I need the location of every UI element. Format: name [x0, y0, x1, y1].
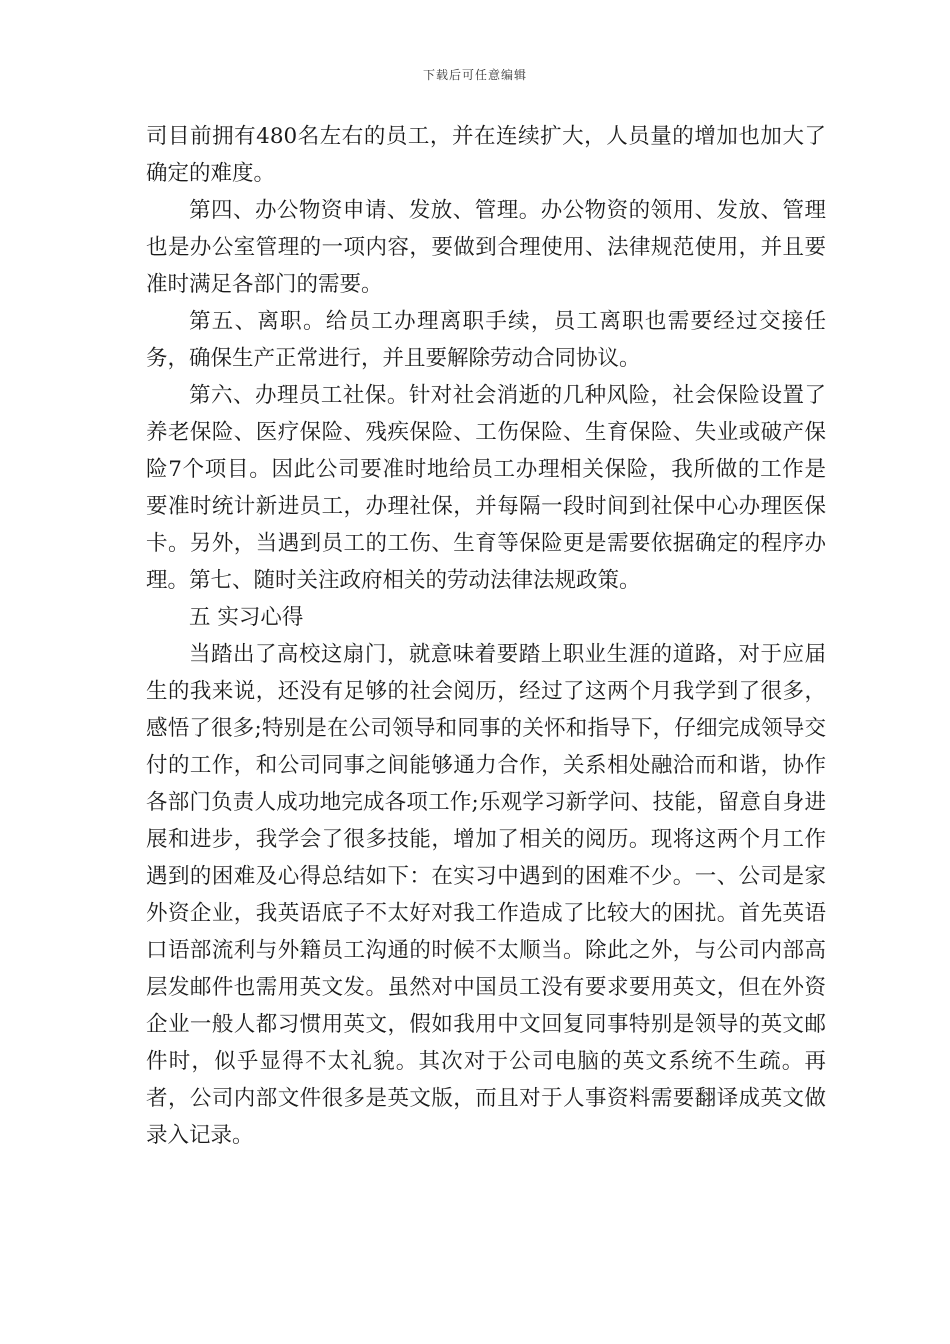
document-body — [146, 118, 826, 1154]
paragraph-4: 第六、办理员工社保。针对社会消逝的几种风险，社会保险设置了养老保险、医疗保险、残疾保险、工伤保险、生育保险、失业或破产保险7个项目。因此公司要准时地给员工办理相关保险，我所做的工作是要准时统计新进员工，办理社保，并每隔一段时间到社保中心办理医保卡。另外，当遇到员工的工伤、生育等保险更是需要依据确定的程序办理。第七、随时关注政府相关的劳动法律法规政策。 — [146, 383, 826, 593]
paragraph-2: 第四、办公物资申请、发放、管理。办公物资的领用、发放、管理也是办公室管理的一项内容，要做到合理使用、法律规范使用，并且要准时满足各部门的需要。 — [146, 198, 826, 297]
section-heading: 五 实习心得 — [189, 605, 304, 630]
paragraph-1: 司目前拥有480名左右的员工，并在连续扩大，人员量的增加也加大了确定的难度。 — [146, 124, 826, 186]
page-header: 下载后可任意编辑 — [422, 68, 527, 82]
paragraph-3: 第五、离职。给员工办理离职手续，员工离职也需要经过交接任务，确保生产正常进行，并且要解除劳动合同协议。 — [146, 309, 826, 371]
paragraph-5: 当踏出了高校这扇门，就意味着要踏上职业生涯的道路，对于应届生的我来说，还没有足够的社会阅历，经过了这两个月我学到了很多，感悟了很多;特别是在公司领导和同事的关怀和指导下，仔细完成领导交付的工作，和公司同事之间能够通力合作，关系相处融洽而和谐，协作各部门负责人成功地完成各项工作;乐观学习新学问、技能，留意自身进展和进步，我学会了很多技能，增加了相关的阅历。现将这两个月工作遇到的困难及心得总结如下：在实习中遇到的困难不少。一、公司是家外资企业，我英语底子不太好对我工作造成了比较大的困扰。首先英语口语部流利与外籍员工沟通的时候不太顺当。除此之外，与公司内部高层发邮件也需用英文发。虽然对中国员工没有要求要用英文，但在外资企业一般人都习惯用英文，假如我用中文回复同事特别是领导的英文邮件时，似乎显得不太礼貌。其次对于公司电脑的英文系统不生疏。再者，公司内部文件很多是英文版，而且对于人事资料需要翻译成英文做录入记录。 — [146, 642, 826, 1148]
